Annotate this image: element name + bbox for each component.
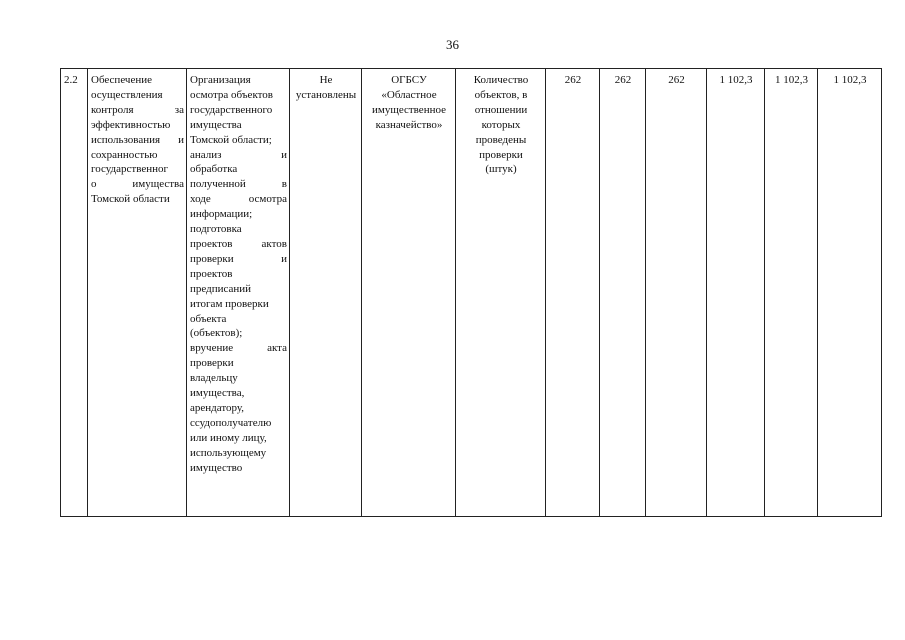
value-cell-1: 262 <box>546 69 600 517</box>
activity-line: проектов <box>190 267 233 280</box>
task-cell <box>88 69 187 517</box>
activity-line: ссудополучателю <box>190 416 272 429</box>
indicator-cell <box>456 69 546 517</box>
activity-line: арендатору, <box>190 401 245 414</box>
activity-line: предписаний <box>190 282 252 295</box>
activity-line: проверки <box>190 357 234 370</box>
activity-line: владельцу <box>190 372 238 385</box>
executor-line: казначейство» <box>375 118 443 131</box>
value-cell-3: 262 <box>646 69 707 517</box>
executor-line: ОГБСУ <box>391 74 427 86</box>
activity-cell <box>187 69 290 517</box>
task-line: использования и <box>91 133 184 146</box>
indicator-line: объектов, в <box>474 88 528 101</box>
executor-cell <box>362 69 456 517</box>
executor-line: «Областное <box>381 88 437 101</box>
task-line: Обеспечение <box>91 74 152 86</box>
row-number-cell: 2.2 <box>61 69 88 517</box>
activity-line: анализ и <box>190 148 287 161</box>
activity-line: итогам проверки <box>190 297 269 310</box>
activity-line: государственного <box>190 103 273 116</box>
value-cell-2: 262 <box>600 69 646 517</box>
activity-line: вручение акта <box>190 342 287 355</box>
task-line: Томской области <box>91 193 170 206</box>
task-line: государственног <box>91 163 169 176</box>
task-line: сохранностью <box>91 148 158 161</box>
activity-line: Томской области; <box>190 133 272 146</box>
activity-line: (объектов); <box>190 327 243 340</box>
task-line: о имущества <box>91 178 184 191</box>
indicator-line: проведены <box>475 133 527 146</box>
indicator-line: Количество <box>473 74 529 86</box>
executor-line: имущественное <box>372 103 446 116</box>
page-number: 36 <box>446 37 459 52</box>
activity-line: использующему <box>190 446 267 459</box>
activity-line: подготовка <box>190 223 242 236</box>
activity-line: ходе осмотра <box>190 193 287 206</box>
activity-line: или иному лицу, <box>190 431 267 444</box>
indicator-line: (штук) <box>485 163 517 176</box>
activity-line: имущества, <box>190 387 245 400</box>
deadline-cell: Не установлены <box>290 69 362 517</box>
indicator-line: которых <box>481 118 521 131</box>
activity-line: обработка <box>190 163 238 176</box>
funding-cell-2: 1 102,3 <box>765 69 818 517</box>
task-line: контроля за <box>91 103 184 116</box>
table-row <box>61 69 882 517</box>
activity-line: имущество <box>190 461 243 474</box>
funding-cell-1: 1 102,3 <box>707 69 765 517</box>
activity-line: полученной в <box>190 178 287 191</box>
activity-line: проектов актов <box>190 237 287 250</box>
activity-line: имущества <box>190 118 242 131</box>
funding-cell-3: 1 102,3 <box>818 69 882 517</box>
task-line: эффективностью <box>91 118 171 131</box>
activity-line: проверки и <box>190 252 287 265</box>
activity-line: информации; <box>190 208 253 221</box>
activity-line: объекта <box>190 312 227 325</box>
program-activities-table <box>60 68 882 517</box>
indicator-line: отношении <box>474 103 528 116</box>
activity-line: Организация <box>190 74 251 86</box>
activity-line: осмотра объектов <box>190 88 273 101</box>
indicator-line: проверки <box>479 148 523 161</box>
task-line: осуществления <box>91 88 163 101</box>
